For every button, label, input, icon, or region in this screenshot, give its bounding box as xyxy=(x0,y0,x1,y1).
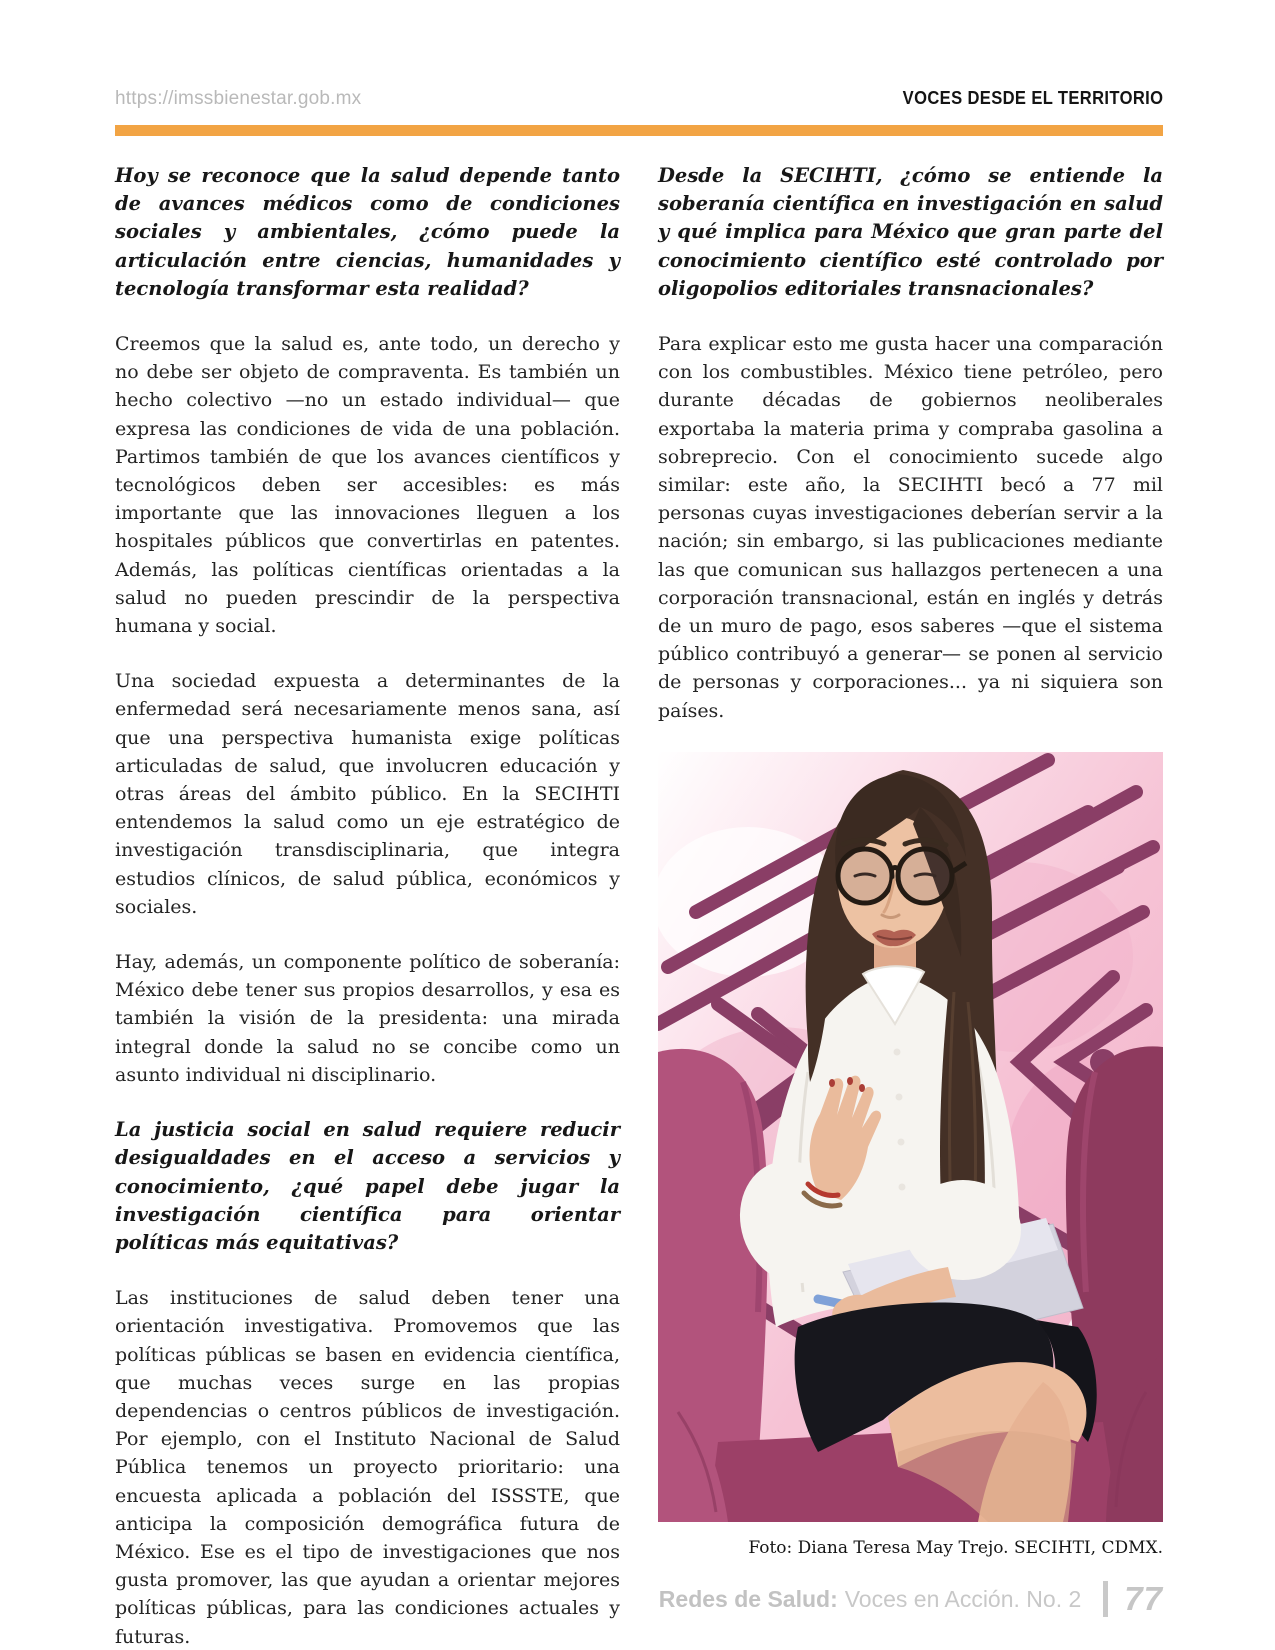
question-paragraph: Hoy se reconoce que la salud depende tanto de avances médicos como de condiciones sociales y ambientales, ¿cómo puede la articulación entre ciencias, humanidades y tecnología transformar esta realidad? xyxy=(115,164,620,300)
photo-illustration xyxy=(658,752,1163,1522)
page-header xyxy=(0,0,1275,110)
photo-caption: Foto: Diana Teresa May Trejo. SECIHTI, CDMX. xyxy=(748,1537,1163,1558)
journal-title: Redes de Salud: xyxy=(658,1585,838,1612)
journal-subtitle: Voces en Acción. No. 2 xyxy=(844,1585,1082,1612)
question-paragraph: La justicia social en salud requiere reducir desigualdades en el acceso a servicios y conocimiento, ¿qué papel debe jugar la investigación científica para orientar políticas más equitativas? xyxy=(115,1118,620,1254)
interview-photo xyxy=(658,752,1163,1558)
answer-paragraph: Creemos que la salud es, ante todo, un derecho y no debe ser objeto de compraventa. Es también un hecho colectivo —no un estado individual— que expresa las condiciones de vida de una población. Partimos también de que los avances científicos y tecnológicos deben ser accesibles: es más importante que las innovaciones lleguen a los hospitales públicos que convertirlas en patentes. Además, las políticas científicas orientadas a la salud no pueden prescindir de la perspectiva humana y social. xyxy=(115,333,620,638)
header-url: https://imssbienestar.gob.mx xyxy=(115,88,362,109)
answer-paragraph: Hay, además, un componente político de soberanía: México debe tener sus propios desarrollos, y esa es también la visión de la presidenta: una mirada integral donde la salud no se concibe como un asunto individual ni disciplinario. xyxy=(115,951,620,1086)
answer-paragraph: Para explicar esto me gusta hacer una comparación con los combustibles. México tiene petróleo, pero durante décadas de gobiernos neoliberales exportaba la materia prima y compraba gasolina a sobreprecio. Con el conocimiento sucede algo similar: este año, la SECIHTI becó a 77 mil personas cuyas investigaciones deberían servir a la nación; sin embargo, si las publicaciones mediante las que comunican sus hallazgos pertenecen a una corporación transnacional, están en inglés y detrás de un muro de pago, esos saberes —que el sistema público contribuyó a generar— se ponen al servicio de personas y corporaciones... ya ni siquiera son países. xyxy=(658,333,1163,722)
article-columns xyxy=(0,136,1275,1650)
right-column xyxy=(658,162,1163,1650)
section-title: VOCES DESDE EL TERRITORIO xyxy=(902,88,1163,108)
question-paragraph: Desde la SECIHTI, ¿cómo se entiende la soberanía científica en investigación en salud y qué implica para México que gran parte del conocimiento científico esté controlado por oligopolios editoriales transnacionales? xyxy=(658,164,1163,300)
page-number: 77 xyxy=(1124,1580,1163,1617)
answer-paragraph: Una sociedad expuesta a determinantes de la enfermedad será necesariamente menos sana, así que una perspectiva humanista exige políticas articuladas de salud, que involucren educación y otras áreas del ámbito público. En la SECIHTI entendemos la salud como un eje estratégico de investigación transdisciplinaria, que integra estudios clínicos, de salud pública, económicos y sociales. xyxy=(115,670,620,918)
footer-divider xyxy=(1103,1581,1108,1617)
orange-rule xyxy=(115,125,1163,136)
answer-paragraph: Las instituciones de salud deben tener una orientación investigativa. Promovemos que las políticas públicas se basen en evidencia científica, que muchas veces surge en las propias dependencias o centros públicos de investigación. Por ejemplo, con el Instituto Nacional de Salud Pública tenemos un proyecto prioritario: una encuesta aplicada a población del ISSSTE, que anticipa la composición demográfica futura de México. Ese es el tipo de investigaciones que nos gusta promover, las que ayudan a orientar mejores políticas públicas, para las condiciones actuales y futuras. xyxy=(115,1287,620,1648)
left-column xyxy=(115,162,620,1650)
page-footer xyxy=(659,1580,1163,1618)
